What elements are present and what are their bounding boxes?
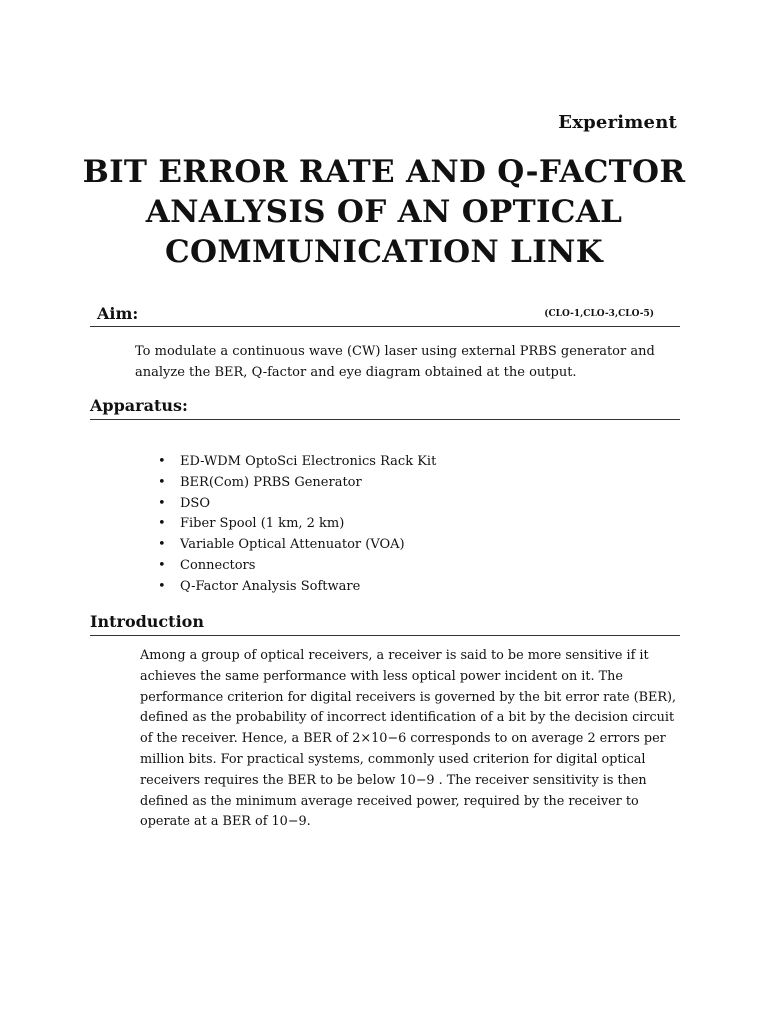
aim-text: To modulate a continuous wave (CW) laser using external PRBS generator and analyze the BER, Q-factor and eye diagram obtained at the output. (135, 344, 655, 380)
apparatus-section-heading (90, 396, 680, 420)
list-item: • BER(Com) PRBS Generator (158, 473, 436, 494)
introduction-heading: Introduction (90, 612, 204, 631)
apparatus-list (158, 452, 436, 598)
list-item: • DSO (158, 494, 436, 515)
title-line-1: BIT ERROR RATE AND Q-FACTOR (82, 154, 686, 190)
apparatus-heading: Apparatus: (90, 396, 188, 415)
list-item: • ED-WDM OptoSci Electronics Rack Kit (158, 452, 436, 473)
list-item: • Fiber Spool (1 km, 2 km) (158, 514, 436, 535)
title-line-2: ANALYSIS OF AN OPTICAL (145, 194, 623, 230)
clo-reference: (CLO-1,CLO-3,CLO-5) (544, 309, 654, 319)
list-item: • Variable Optical Attenuator (VOA) (158, 535, 436, 556)
experiment-label: Experiment (558, 112, 677, 133)
page-title (60, 152, 708, 272)
list-item: • Q-Factor Analysis Software (158, 577, 436, 598)
aim-heading: Aim: (97, 304, 139, 323)
introduction-text: Among a group of optical receivers, a receiver is said to be more sensitive if it achieves the same performance with less optical power incident on it. The performance criterion for digital receivers is governed by the bit error rate (BER), defined as the probability of incorrect identification of a bit by the decision circuit of the receiver. Hence, a BER of 2×10−6 corresponds to on average 2 errors per million bits. For practical systems, commonly used criterion for digital optical receivers requires the BER to be below 10−9 . The receiver sensitivity is then defined as the minimum average received power, required by the receiver to operate at a BER of 10−9. (140, 648, 677, 830)
aim-section-heading (90, 304, 680, 327)
list-item: • Connectors (158, 556, 436, 577)
introduction-section-heading (90, 612, 680, 636)
title-line-3: COMMUNICATION LINK (165, 234, 603, 270)
